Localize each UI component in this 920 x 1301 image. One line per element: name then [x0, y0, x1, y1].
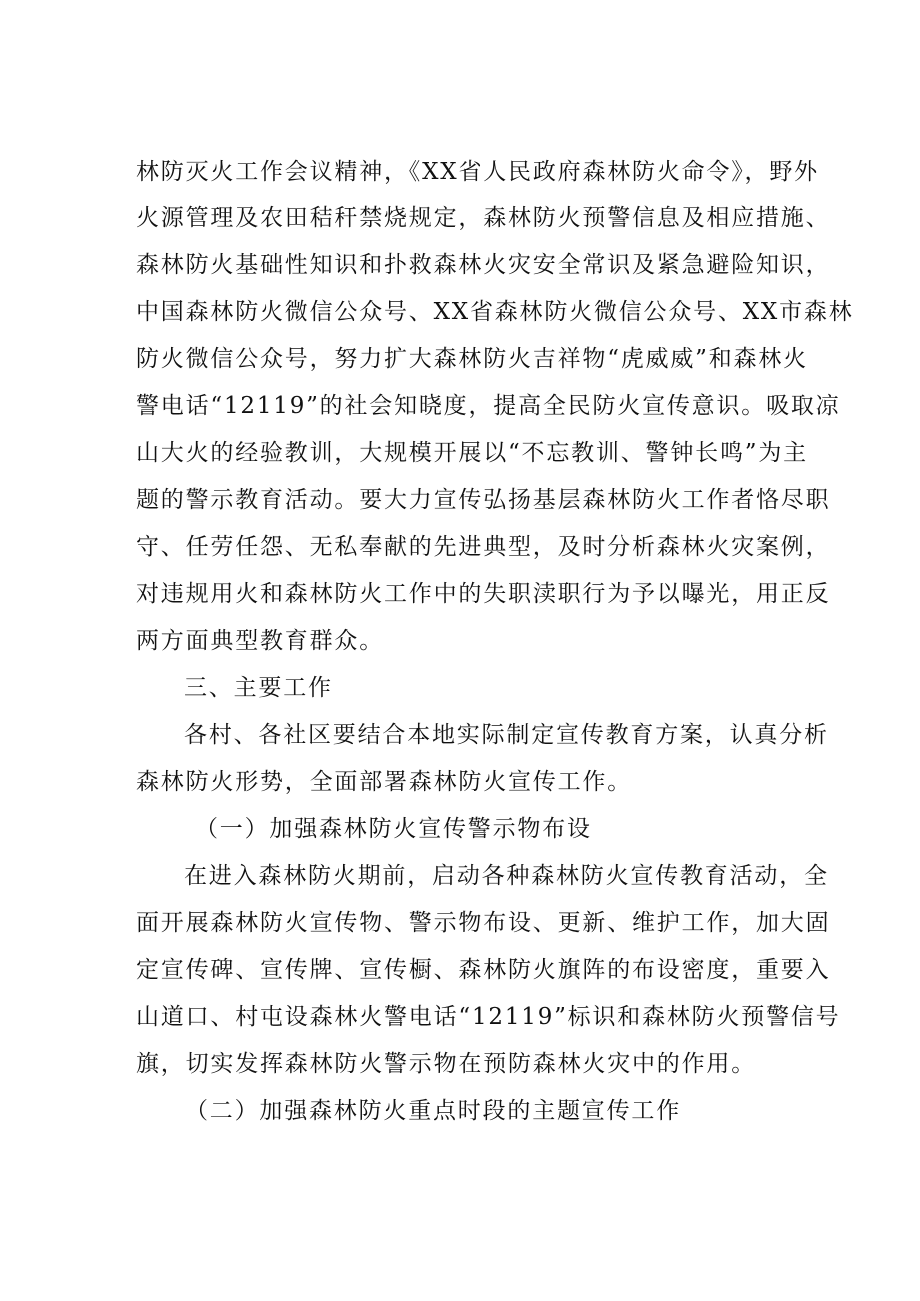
section-heading-main-work: 三、主要工作 [184, 675, 333, 701]
paragraph-line: 林防灭火工作会议精神，《XX省人民政府森林防火命令》，野外 [136, 159, 819, 185]
paragraph-line: 在进入森林防火期前，启动各种森林防火宣传教育活动，全 [184, 863, 829, 889]
paragraph-line: 两方面典型教育群众。 [136, 628, 384, 654]
paragraph-line: 山大火的经验教训，大规模开展以“不忘教训、警钟长鸣”为主 [136, 440, 808, 466]
paragraph-line: 定宣传碑、宣传牌、宣传橱、森林防火旗阵的布设密度，重要入 [136, 957, 831, 983]
paragraph-line: 守、任劳任怨、无私奉献的先进典型，及时分析森林火灾案例， [136, 534, 831, 560]
paragraph-line: 警电话“12119”的社会知晓度，提高全民防火宣传意识。吸取凉 [136, 393, 841, 419]
subheading-key-periods: （二）加强森林防火重点时段的主题宣传工作 [185, 1098, 681, 1124]
paragraph-line: 森林防火基础性知识和扑救森林火灾安全常识及紧急避险知识， [136, 252, 831, 278]
paragraph-line: 对违规用火和森林防火工作中的失职渎职行为予以曝光，用正反 [136, 581, 831, 607]
paragraph-line: 面开展森林防火宣传物、警示物布设、更新、维护工作，加大固 [136, 910, 831, 936]
paragraph-line: 山道口、村屯设森林火警电话“12119”标识和森林防火预警信号 [136, 1004, 841, 1030]
paragraph-line: 各村、各社区要结合本地实际制定宣传教育方案，认真分析 [184, 722, 829, 748]
subheading-warning-signs: （一）加强森林防火宣传警示物布设 [195, 816, 592, 842]
paragraph-line: 防火微信公众号，努力扩大森林防火吉祥物“虎威威”和森林火 [136, 346, 808, 372]
paragraph-line: 旗，切实发挥森林防火警示物在预防森林火灾中的作用。 [136, 1051, 756, 1077]
paragraph-line: 森林防火形势，全面部署森林防火宣传工作。 [136, 769, 632, 795]
paragraph-line: 火源管理及农田秸秆禁烧规定，森林防火预警信息及相应措施、 [136, 205, 831, 231]
paragraph-line: 题的警示教育活动。要大力宣传弘扬基层森林防火工作者恪尽职 [136, 487, 831, 513]
paragraph-line: 中国森林防火微信公众号、XX省森林防火微信公众号、XX市森林 [136, 299, 854, 325]
